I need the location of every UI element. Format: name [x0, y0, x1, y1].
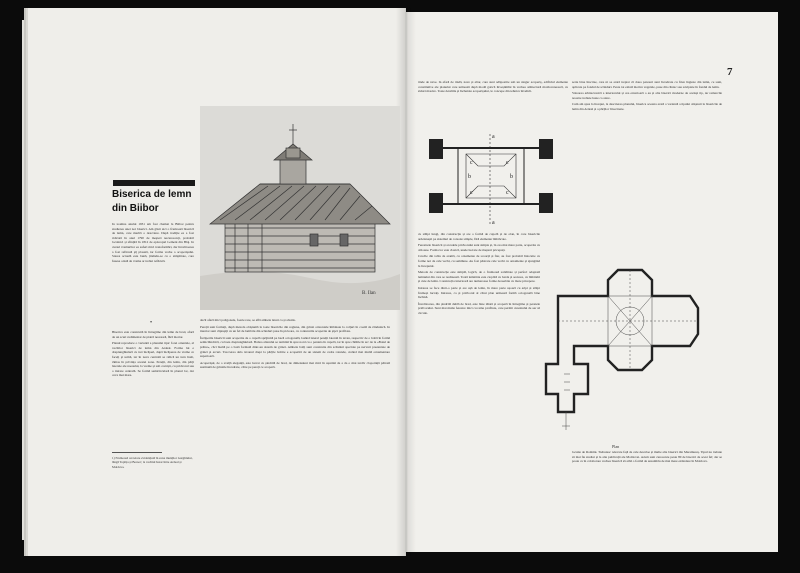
- church-sketch-illustration: [200, 106, 400, 310]
- paragraph: Intrarea se face dintr-o parte şi are ușă de lemn, în mare parte ușoară cu aripi și stâlpi frumoşi lucraţi. Intrarea, ca şi pridvorul al cărui plan urmează formă octogonală bine închisă.: [418, 285, 540, 300]
- paragraph: Pereţii sunt formaţi, după metoda obişnuită la toate bisericile din regiune, din grinzi orizontale îmbinate la colţuri în coadă de rândunică. In interior sunt căptuşiţi cu un fel de lambriu din scânduri puse în picioare, cu contururile acoperite de șipci profilate.: [200, 324, 390, 334]
- plan-label: c: [470, 160, 473, 166]
- plan-label: c: [470, 190, 473, 196]
- page-number: 7: [727, 66, 733, 78]
- article-title: Biserica de lemn din Biibor: [112, 189, 192, 214]
- paragraph: Ferestrele bisericii și arcadele pridvorului sunt simple și, în cea mai mare parte, acoperite cu obloane. Forma lor este clasică, unele lucrate de meşteri pricepuți.: [418, 243, 540, 252]
- paragraph: Metoda de construcţie este simplă, logică, de o frumoasă soliditate și perfect adaptată lemnului din care se realizează. Toată lemnăria este cioplită cu barda şi securea, cu îmbinări şi cuie de lemn. Construcția interioară are numeroase forme deosebite cu mare pricepere.: [418, 270, 540, 284]
- middle-column: [200, 318, 390, 478]
- footnote: 1) Frumoasă cercetare evidenţiată în zona munţilor Gurghiului, lângă Toplița şi Borsec; la vechiul hotar între Ardeal şi Moldova.: [112, 456, 193, 469]
- plan-label: a: [492, 220, 495, 226]
- paragraph: Planul reproduce o variantă a planului tipic forei orientale, al vechilor biserici de lemn din Ardeal. Forma lui e dreptunghiulară cu trei încăperi, după încăperea de vreme ce faceţi şi urmă, iar în nava centrală se ridică un turn înalt, rămas în privinţa acestei zone. Pereţii, din lemn, din părţi laterale ale naosului, la vreme şi sub cornişă, cu pridvorul sau o intrare centrală. Se formă semicirculară în planul lor, dar ceva mai mare.: [112, 341, 194, 378]
- paragraph: Crucile din tabla de aramă, cu ornamente de scoarță şi fier, au fost probabil înlocuite cu forme noi de cele vechi, cu semilune. Au fost păstrate cele vechi cu ornamente şi ajungând la începutul.: [418, 254, 540, 268]
- floor-plan-diagram: [544, 264, 704, 434]
- paragraph: Acoperişul, de o svelţă eleganţă, este lucrat cu şindrilă de brad, de dimensiuni mai mici în uşurină de a da o mai tardiv clopotniță pătrată sustinută de grinzile încadrate, câtre pe pereţi ce acoperă.: [200, 360, 390, 370]
- intro-paragraph: In toamna anului 1931 am fost chemat la Biibor pentru studierea unei noi biserici. Am găsit aici o frumoasă biserică de lemn, care merită o descriere. După tradiţie ea a fost ridicată în anul 1790 de meşteri necunoscuţi, probabil localnici şi sfinţită în 1812 de episcopul Lemeni din Blaj. In cursul vremurilor ea suferi mici transformări, dar învelitoarea a fost refăcută şiţ plasată, iar forma veche a acoperişului. Starea actuală este bună, ţinându-se cu o simplitate, care fusese odată de vreme ar trebui refăcută.: [112, 222, 194, 263]
- paragraph: locuite de Români. Trebuiesc relevate față de cele descrise și multe alte biserici din Maramureș. Tipul nu trebuie să mai fie studiat și la alte publicaţii ale Moldovei. Acum sunt cunoscute peste 80 de biserici de acest fel; dar se poate ca în colaborare vechea biserică să aibă o formă de ansamblu de mai mare extindere în Moldova.: [572, 450, 722, 464]
- paragraph: Valoarea arhitectonică a interiorului și cea exterioară o au și alte biserici moderne de acelaşi tip, iar remarcile noastre trebuie luate ca atare.: [572, 91, 722, 100]
- plan-label: b: [468, 174, 471, 180]
- plan-label: c: [506, 190, 509, 196]
- plan-label: b: [510, 174, 513, 180]
- intro-column-2: [112, 330, 194, 448]
- section-bullet: •: [150, 320, 153, 326]
- svg-text:B. Ilan: B. Ilan: [362, 291, 376, 296]
- figure-caption: Plan: [612, 444, 620, 449]
- paragraph: tinde de nave. In afară de tindă, nave şi altar, care sunt adăpostite sub un singur acoperiş, edificiul elemente constitutive ale planului care urmează după modă gotică Inveștimînt în vechea arhitectură moldovenească, cu ziduri masive. Toate detaliile şi încheiale acoperişului, le concepe din tehnica învelirii.: [418, 80, 568, 94]
- title-decoration-bar: [113, 180, 195, 186]
- paragraph: cu stâlpi lungi, din construcţia și are o formă de cupolă și de olan, în care bisericile ardelenești pe sistemul de console simple, fără elemente îmbrăcate.: [418, 232, 540, 241]
- plan-label: c: [506, 160, 509, 166]
- paragraph: Încăperile bisericii sunt acoperite de o cupolă sprijinită pe bază octogonală, lasând lateral pereţii laterali în tavan, respectiv de o boltă în formă semicilindrică, cu baza dreptunghiulară. Boltea altarului se termină în spre nord cu o penteta în cupolă, iar în spre chiliile în arc de la «Boiul de prêtre», căci înaltă pe o bază formată dintr-un sistem de grinzi. Ambele bolţi sunt construite din scânduri speciale pe nervuri prezentate de grinzi şi arcuri. Treccerea dela tavanul drept la părţile boltite e acoperită de un sistem de cadre rotunde, creând mai multă ornamentare superioară.: [200, 335, 390, 359]
- plan-diagram-small: [418, 128, 568, 228]
- paragraph: serie bine înscrise, care ni se arată treptat că doua panouri sunt încadrate cu frize înguste din lemn, ce sunt, aplicate pe fondul de scânduri. Peste tot există motive vegetale, puse din cântec sau sculptate în fondul de lemn.: [572, 80, 722, 89]
- right-column-a-bottom: [418, 232, 540, 518]
- paragraph: decît afară mici poligonale, foarte rare, se află ambele laturi ca şi absida.: [200, 318, 296, 322]
- intro-column: [112, 222, 194, 322]
- paragraph: Învelitoarea, din şindrilă dublă de brad, este bine tăiată şi acoperă în întregime şi peretele pridvorului. Sunt mai multe ferestre mici cu rame profilate, care permit curentului de aer să circule.: [418, 301, 540, 315]
- right-column-c-bottom: [572, 450, 722, 510]
- right-column-a-top: [418, 80, 568, 124]
- paragraph: Biserica este construită în întregime din lemn de brad, afară de un scurt rudimentar de piatră necesară, fără mortar.: [112, 330, 194, 339]
- paragraph: Cum am spus la început, la descrierea planului, biserica aceasta arată o variantă a tipului obişnuit la bisericile de lemn din Ardeal şi a părţilor învecinate.: [572, 102, 722, 111]
- plan-label: a: [492, 134, 495, 140]
- right-column-b: [572, 80, 722, 260]
- footnote-rule: [112, 452, 162, 453]
